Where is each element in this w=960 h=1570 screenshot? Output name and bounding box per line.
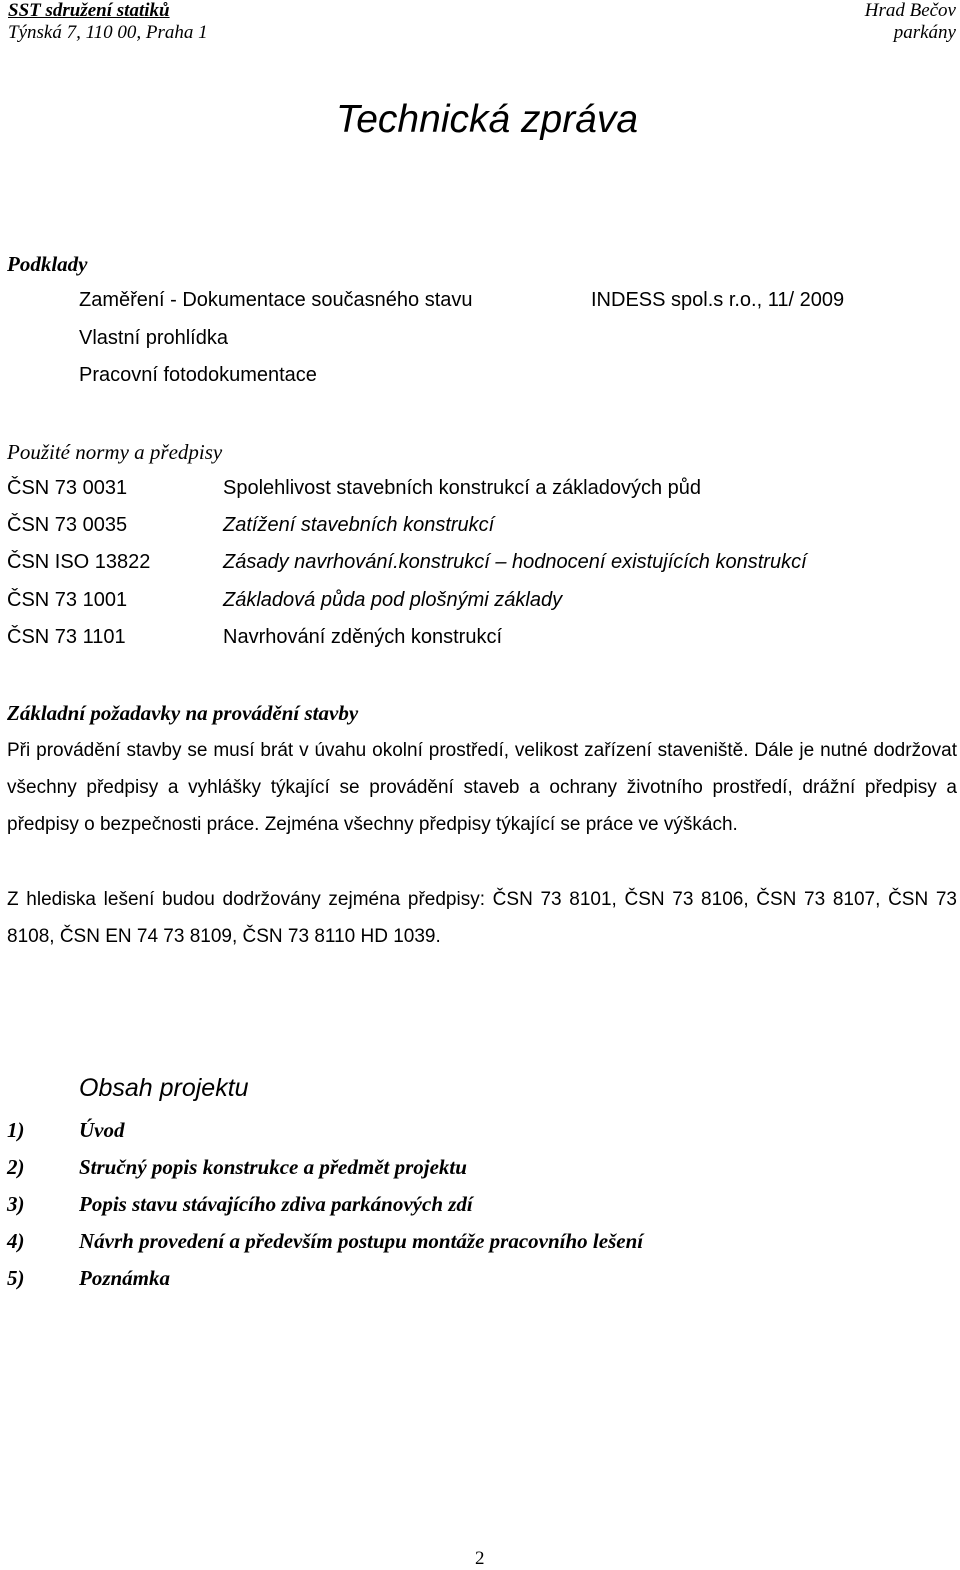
- standard-code: ČSN 73 0035: [7, 514, 128, 536]
- standard-code: ČSN 73 1101: [7, 626, 126, 648]
- standard-code: ČSN 73 1001: [7, 589, 128, 611]
- standard-description: Zásady navrhování.konstrukcí – hodnocení existujících konstrukcí: [223, 551, 807, 573]
- podklady-item-source: INDESS spol.s r.o., 11/ 2009: [591, 289, 845, 311]
- company-address: Týnská 7, 110 00, Praha 1: [8, 22, 208, 43]
- toc-number: 2): [7, 1155, 25, 1179]
- scaffolding-standards-paragraph: Z hlediska lešení budou dodržovány zejména předpisy: ČSN 73 8101, ČSN 73 8106, ČSN 73 8107, ČSN 73 8108, ČSN EN 74 73 8109, ČSN 73 8110 HD 1039.: [7, 889, 957, 947]
- toc-item: Návrh provedení a především postupu montáže pracovního lešení: [79, 1229, 644, 1253]
- toc-item: Poznámka: [79, 1266, 171, 1290]
- requirements-paragraph: Při provádění stavby se musí brát v úvahu okolní prostředí, velikost zařízení staveniště. Dále je nutné dodržovat všechny předpisy a vyhlášky týkající se provádění staveb a ochrany životního prostředí, drážní předpisy a předpisy o bezpečnosti práce. Zejména všechny předpisy týkající se práce ve výškách.: [7, 740, 957, 835]
- section-heading-normy: Použité normy a předpisy: [7, 440, 223, 464]
- section-heading-pozadavky: Základní požadavky na provádění stavby: [7, 701, 359, 725]
- standard-description: Navrhování zděných konstrukcí: [223, 626, 503, 648]
- project-part: parkány: [893, 22, 956, 43]
- standard-description: Zatížení stavebních konstrukcí: [223, 514, 495, 536]
- toc-number: 4): [7, 1229, 25, 1253]
- standard-code: ČSN 73 0031: [7, 477, 128, 499]
- section-heading-podklady: Podklady: [7, 252, 88, 276]
- toc-item: Úvod: [79, 1118, 125, 1142]
- podklady-item: Vlastní prohlídka: [79, 327, 228, 349]
- company-name: SST sdružení statiků: [8, 0, 170, 21]
- standard-description: Spolehlivost stavebních konstrukcí a základových půd: [223, 477, 702, 499]
- toc-number: 5): [7, 1266, 25, 1290]
- toc-item: Stručný popis konstrukce a předmět projektu: [79, 1155, 467, 1179]
- standard-code: ČSN ISO 13822: [7, 551, 151, 573]
- podklady-item: Pracovní fotodokumentace: [79, 364, 317, 386]
- project-name: Hrad Bečov: [864, 0, 956, 21]
- podklady-item: Zaměření - Dokumentace současného stavu: [79, 289, 473, 311]
- standard-description: Základová půda pod plošnými základy: [223, 589, 563, 611]
- contents-heading: Obsah projektu: [79, 1074, 249, 1102]
- toc-number: 1): [7, 1118, 25, 1142]
- document-title: Technická zpráva: [336, 98, 639, 141]
- page-number: 2: [475, 1548, 485, 1569]
- toc-number: 3): [7, 1192, 25, 1216]
- toc-item: Popis stavu stávajícího zdiva parkánových zdí: [79, 1192, 473, 1216]
